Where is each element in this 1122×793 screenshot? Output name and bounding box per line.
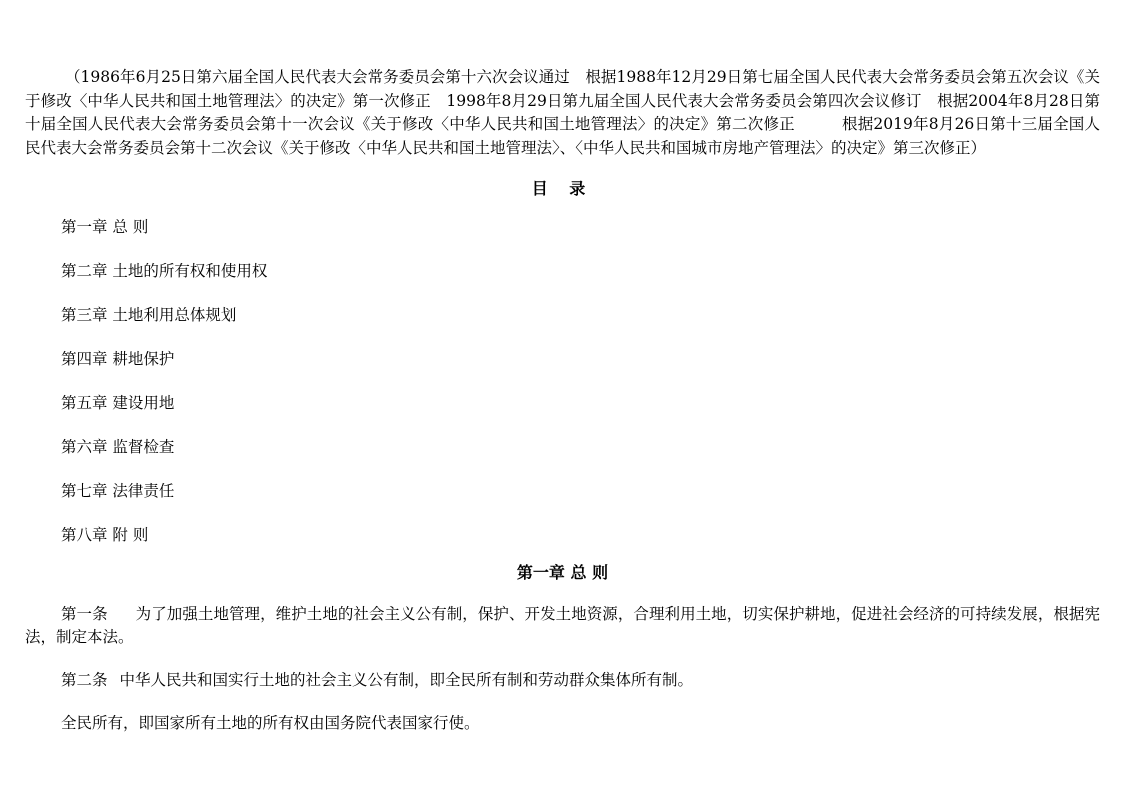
toc-item-chapter-3: 第三章 土地利用总体规划: [61, 306, 237, 324]
article-2-number: 第二条: [61, 671, 108, 689]
toc-item-chapter-2: 第二章 土地的所有权和使用权: [61, 262, 268, 280]
article-2-paragraph-2-text: 全民所有，即国家所有土地的所有权由国务院代表国家行使。: [61, 714, 480, 732]
toc-item-chapter-7: 第七章 法律责任: [61, 482, 175, 500]
toc-item-chapter-5: 第五章 建设用地: [61, 394, 175, 412]
article-2-paragraph-2: [25, 712, 1100, 735]
chapter-1-title: 第一章 总 则: [516, 563, 609, 582]
toc-item-chapter-4: 第四章 耕地保护: [61, 350, 175, 368]
article-1-text: 为了加强土地管理，维护土地的社会主义公有制，保护、开发土地资源，合理利用土地，切实保护耕地，促进社会经济的可持续发展，根据宪法，制定本法。: [25, 605, 1100, 646]
toc-item-chapter-8: 第八章 附 则: [61, 526, 149, 544]
toc-item-chapter-6: 第六章 监督检查: [61, 438, 175, 456]
article-2: [25, 669, 1100, 692]
law-document: [25, 66, 1100, 735]
table-of-contents: [25, 216, 1100, 546]
article-1: [25, 603, 1100, 649]
article-2-text: 中华人民共和国实行土地的社会主义公有制，即全民所有制和劳动群众集体所有制。: [119, 671, 694, 689]
toc-title: 目 录: [531, 179, 594, 198]
toc-item-chapter-1: 第一章 总 则: [61, 218, 149, 236]
article-1-number: 第一条: [61, 605, 108, 623]
amendment-history: （1986年6月25日第六届全国人民代表大会常务委员会第十六次会议通过 根据1988年12月29日第七届全国人民代表大会常务委员会第五次会议《关于修改〈中华人民共和国土地管理法〉的决定》第一次修正 1998年8月29日第九届全国人民代表大会常务委员会第四次会议修订 根据2004年8月28日第十届全国人民代表大会常务委员会第十一次会议《关于修改〈中华人民共和国土地管理法〉的决定》第二次修正 根据2019年8月26日第十三届全国人民代表大会常务委员会第十二次会议《关于修改〈中华人民共和国土地管理法〉、〈中华人民共和国城市房地产管理法〉的决定》第三次修正）: [25, 68, 1100, 157]
